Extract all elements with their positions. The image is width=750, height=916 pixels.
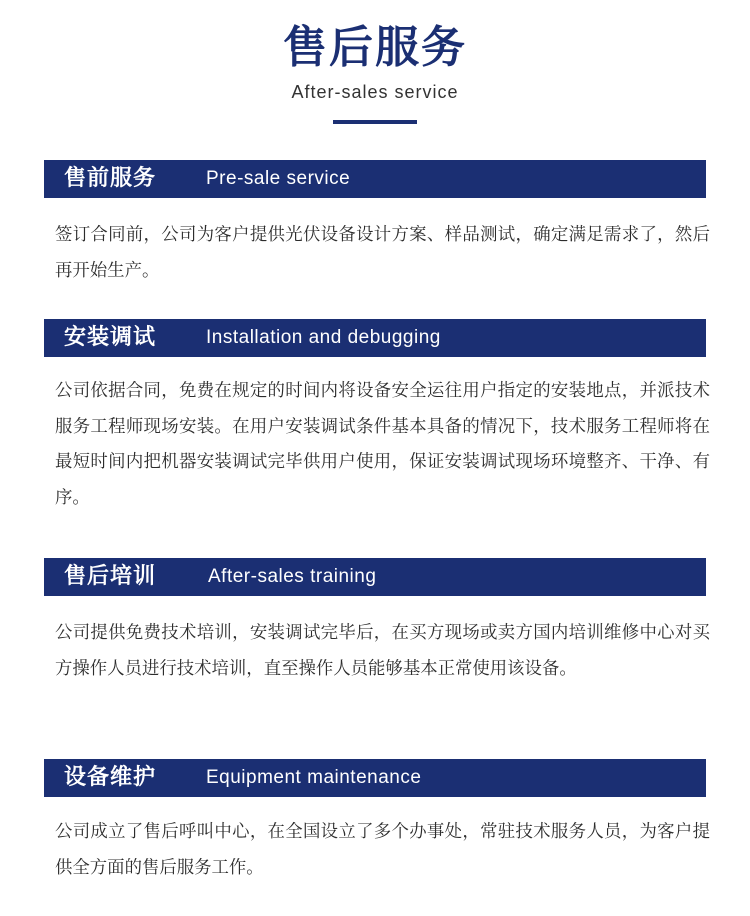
section-header-bar (44, 319, 706, 357)
title-underline (333, 120, 417, 124)
section-title-cn: 设备维护 (64, 765, 157, 790)
section-body: 签订合同前，公司为客户提供光伏设备设计方案、样品测试，确定满足需求了，然后再开始生产。 (55, 225, 710, 281)
section-title-en: Installation and debugging (206, 327, 441, 348)
section-title-cn: 售后培训 (64, 564, 157, 589)
section-title-en: Pre-sale service (206, 168, 351, 189)
section-header-bar (44, 558, 706, 596)
section-header-bar (44, 160, 706, 198)
section-header-bar (44, 759, 706, 797)
section-body: 公司提供免费技术培训，安装调试完毕后，在买方现场或卖方国内培训维修中心对买方操作人员进行技术培训，直至操作人员能够基本正常使用该设备。 (55, 623, 710, 679)
page-title: 售后服务 (283, 22, 467, 73)
section-title-cn: 售前服务 (64, 166, 157, 191)
section-body: 公司成立了售后呼叫中心，在全国设立了多个办事处，常驻技术服务人员，为客户提供全方面的售后服务工作。 (55, 822, 710, 878)
section-body: 公司依据合同，免费在规定的时间内将设备安全运往用户指定的安装地点，并派技术服务工程师现场安装。在用户安装调试条件基本具备的情况下，技术服务工程师将在最短时间内把机器安装调试完毕供用户使用，保证安装调试现场环境整齐、干净、有序。 (55, 381, 710, 509)
section-title-en: Equipment maintenance (206, 767, 422, 788)
section-title-en: After-sales training (208, 566, 377, 587)
page-subtitle: After-sales service (291, 82, 459, 102)
section-title-cn: 安装调试 (64, 325, 157, 350)
